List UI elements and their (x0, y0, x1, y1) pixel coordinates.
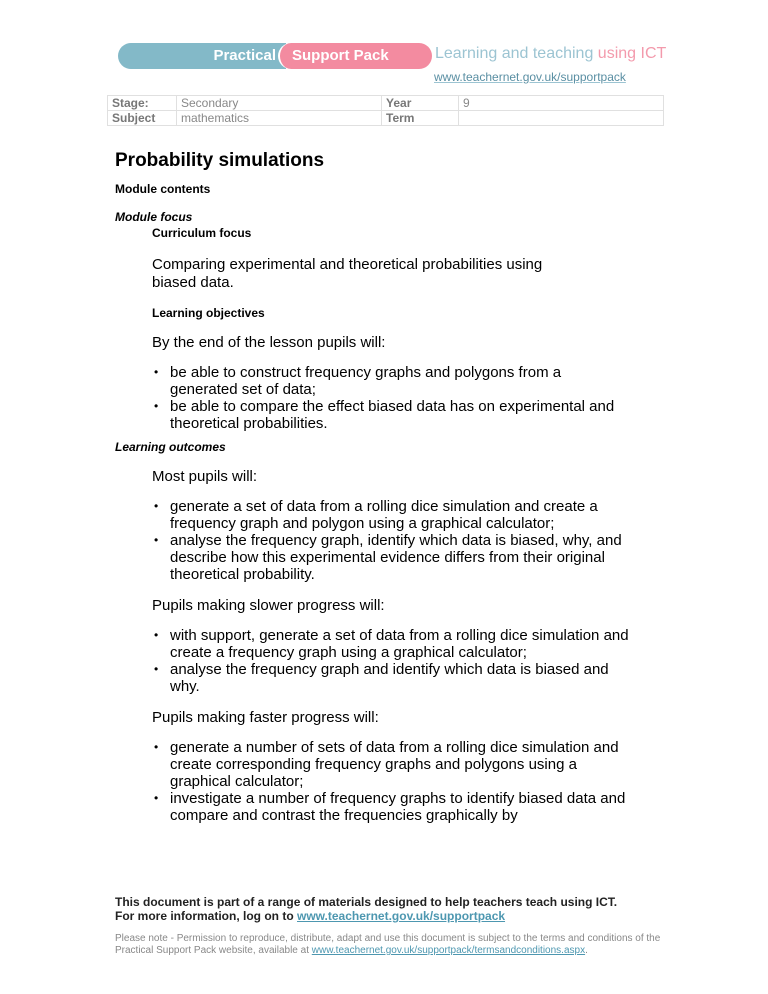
terms-link[interactable]: www.teachernet.gov.uk/supportpack/termsandconditions.aspx (311, 945, 586, 956)
list-item: • analyse the frequency graph, identify which data is biased, why, and describe how this experimental evidence differs from their original theoretical probability. (152, 532, 632, 583)
footer-link[interactable]: www.teachernet.gov.uk/supportpack (297, 909, 506, 923)
document-body (115, 150, 675, 824)
stage-label: Stage: (108, 96, 177, 111)
slower-intro: Pupils making slower progress will: (152, 597, 385, 614)
term-value (459, 111, 664, 126)
term-label: Term (382, 111, 459, 126)
curriculum-text: Comparing experimental and theoretical probabilities using biased data. (152, 256, 543, 291)
subject-label: Subject (108, 111, 177, 126)
list-item: • with support, generate a set of data from a rolling dice simulation and create a frequency graph using a graphical calculator; (152, 627, 632, 661)
stage-value: Secondary (177, 96, 382, 111)
footer-line2: For more information, log on to (115, 909, 297, 923)
note-end: . (585, 945, 588, 956)
module-contents-heading: Module contents (115, 182, 211, 196)
list-item: • investigate a number of frequency graphs to identify biased data and compare and contrast the frequencies graphically by (152, 790, 632, 824)
most-list (152, 498, 632, 583)
header-url[interactable]: www.teachernet.gov.uk/supportpack (434, 70, 626, 84)
meta-table (107, 95, 664, 126)
objectives-intro: By the end of the lesson pupils will: (152, 334, 386, 351)
pill-left-label: Practical (213, 47, 276, 64)
year-label: Year (382, 96, 459, 111)
most-intro: Most pupils will: (152, 468, 258, 485)
learning-outcomes-heading: Learning outcomes (115, 440, 226, 454)
slower-list (152, 627, 632, 695)
footer-note: Please note - Permission to reproduce, distribute, adapt and use this document is subject to the terms and conditions of the Practical Support Pack website, available at (115, 933, 661, 956)
list-item: • generate a number of sets of data from a rolling dice simulation and create corresponding frequency graphs and polygons using a graphical calculator; (152, 739, 632, 790)
footer (115, 895, 695, 957)
list-item: • generate a set of data from a rolling dice simulation and create a frequency graph and polygon using a graphical calculator; (152, 498, 632, 532)
list-item: • analyse the frequency graph and identify which data is biased and why. (152, 661, 632, 695)
list-item: • be able to construct frequency graphs and polygons from a generated set of data; (152, 364, 632, 398)
practical-pill (118, 43, 286, 69)
header-banner (118, 43, 428, 69)
curriculum-focus-heading: Curriculum focus (152, 226, 252, 240)
learning-objectives-heading: Learning objectives (152, 306, 265, 320)
year-value: 9 (459, 96, 664, 111)
support-pack-pill (278, 43, 432, 69)
objectives-list (152, 364, 632, 432)
list-item: • be able to compare the effect biased data has on experimental and theoretical probabilities. (152, 398, 632, 432)
tagline (435, 45, 666, 63)
faster-list (152, 739, 632, 824)
module-focus-heading: Module focus (115, 210, 193, 224)
subject-value: mathematics (177, 111, 382, 126)
tagline-start: Learning and teaching (435, 45, 598, 62)
footer-line1: This document is part of a range of materials designed to help teachers teach using ICT. (115, 895, 618, 909)
pill-right-label: Support Pack (292, 47, 389, 64)
faster-intro: Pupils making faster progress will: (152, 709, 379, 726)
page-title: Probability simulations (115, 150, 325, 171)
tagline-end: using ICT (597, 45, 667, 62)
